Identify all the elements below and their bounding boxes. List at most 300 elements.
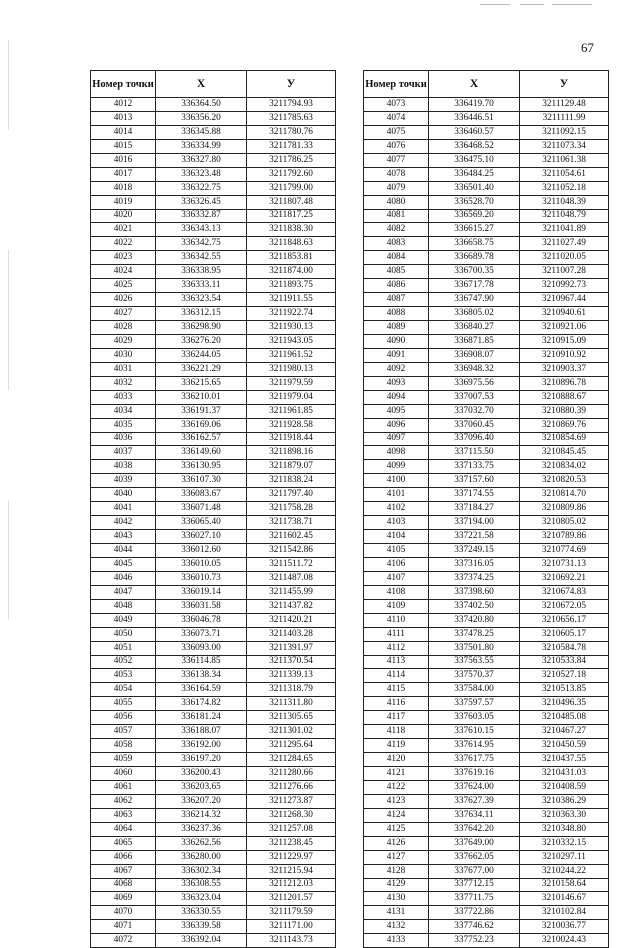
- point-number-cell: 4013: [91, 111, 156, 125]
- point-number-cell: 4086: [364, 279, 429, 293]
- table-row: [91, 181, 336, 195]
- table-row: [364, 251, 609, 265]
- point-number-cell: 4021: [91, 223, 156, 237]
- x-cell: 336615.27: [429, 223, 520, 237]
- x-cell: 336019.14: [156, 585, 247, 599]
- table-row: [364, 850, 609, 864]
- x-cell: 337115.50: [429, 446, 520, 460]
- y-cell: 3211339.13: [247, 669, 336, 683]
- point-number-cell: 4014: [91, 125, 156, 139]
- point-number-cell: 4024: [91, 265, 156, 279]
- table-row: [364, 627, 609, 641]
- x-cell: 336327.80: [156, 153, 247, 167]
- point-number-cell: 4070: [91, 906, 156, 920]
- table-row: [91, 878, 336, 892]
- table-header-row: [364, 71, 609, 98]
- x-cell: 337722.86: [429, 906, 520, 920]
- y-cell: 3210024.43: [520, 934, 609, 948]
- table-row: [364, 906, 609, 920]
- y-cell: 3211201.57: [247, 892, 336, 906]
- y-cell: 3211311.80: [247, 697, 336, 711]
- table-row: [91, 794, 336, 808]
- y-cell: 3211911.55: [247, 293, 336, 307]
- y-cell: 3211048.79: [520, 209, 609, 223]
- point-number-cell: 4095: [364, 404, 429, 418]
- x-cell: 336207.20: [156, 794, 247, 808]
- y-cell: 3210845.45: [520, 446, 609, 460]
- point-number-cell: 4124: [364, 808, 429, 822]
- point-number-cell: 4082: [364, 223, 429, 237]
- x-cell: 336010.73: [156, 571, 247, 585]
- point-number-cell: 4054: [91, 683, 156, 697]
- point-number-cell: 4052: [91, 655, 156, 669]
- x-cell: 336339.58: [156, 920, 247, 934]
- x-cell: 337614.95: [429, 739, 520, 753]
- x-cell: 337712.15: [429, 878, 520, 892]
- table-row: [91, 98, 336, 112]
- y-cell: 3211799.00: [247, 181, 336, 195]
- x-cell: 336071.48: [156, 502, 247, 516]
- table-row: [91, 265, 336, 279]
- point-number-cell: 4049: [91, 613, 156, 627]
- page-number: 67: [581, 40, 594, 55]
- point-number-cell: 4101: [364, 488, 429, 502]
- y-cell: 3210992.73: [520, 279, 609, 293]
- scan-margin-line: [8, 40, 9, 130]
- x-cell: 336446.51: [429, 111, 520, 125]
- y-cell: 3211212.03: [247, 878, 336, 892]
- point-number-cell: 4103: [364, 516, 429, 530]
- x-cell: 337627.39: [429, 794, 520, 808]
- table-row: [364, 446, 609, 460]
- y-cell: 3210967.44: [520, 293, 609, 307]
- table-row: [91, 655, 336, 669]
- table-row: [91, 641, 336, 655]
- point-number-cell: 4075: [364, 125, 429, 139]
- table-row: [91, 139, 336, 153]
- point-number-cell: 4088: [364, 307, 429, 321]
- x-cell: 336330.55: [156, 906, 247, 920]
- x-cell: 337316.05: [429, 557, 520, 571]
- y-cell: 3210672.05: [520, 599, 609, 613]
- y-cell: 3210437.55: [520, 753, 609, 767]
- y-cell: 3211542.86: [247, 544, 336, 558]
- table-row: [364, 571, 609, 585]
- x-cell: 337752.23: [429, 934, 520, 948]
- table-row: [364, 613, 609, 627]
- table-row: [364, 739, 609, 753]
- x-cell: 337746.62: [429, 920, 520, 934]
- y-cell: 3210888.67: [520, 390, 609, 404]
- point-number-cell: 4132: [364, 920, 429, 934]
- y-cell: 3210774.69: [520, 544, 609, 558]
- y-cell: 3211781.33: [247, 139, 336, 153]
- table-row: [91, 767, 336, 781]
- table-row: [364, 265, 609, 279]
- y-cell: 3211794.93: [247, 98, 336, 112]
- y-cell: 3210915.09: [520, 334, 609, 348]
- x-cell: 336214.32: [156, 808, 247, 822]
- table-row: [364, 460, 609, 474]
- point-number-cell: 4012: [91, 98, 156, 112]
- point-number-cell: 4131: [364, 906, 429, 920]
- table-row: [91, 683, 336, 697]
- x-cell: 336200.43: [156, 767, 247, 781]
- point-number-cell: 4051: [91, 641, 156, 655]
- table-row: [364, 794, 609, 808]
- x-cell: 337662.05: [429, 850, 520, 864]
- y-cell: 3211280.66: [247, 767, 336, 781]
- header-x: X: [156, 71, 247, 98]
- y-cell: 3210386.29: [520, 794, 609, 808]
- point-number-cell: 4130: [364, 892, 429, 906]
- header-point-number: Номер точки: [364, 71, 429, 98]
- x-cell: 336093.00: [156, 641, 247, 655]
- x-cell: 336484.25: [429, 167, 520, 181]
- y-cell: 3210869.76: [520, 418, 609, 432]
- y-cell: 3210820.53: [520, 474, 609, 488]
- x-cell: 337184.27: [429, 502, 520, 516]
- point-number-cell: 4117: [364, 711, 429, 725]
- y-cell: 3211785.63: [247, 111, 336, 125]
- x-cell: 336475.10: [429, 153, 520, 167]
- x-cell: 336342.55: [156, 251, 247, 265]
- x-cell: 336392.04: [156, 934, 247, 948]
- y-cell: 3211738.71: [247, 516, 336, 530]
- x-cell: 337634.11: [429, 808, 520, 822]
- x-cell: 336805.02: [429, 307, 520, 321]
- point-number-cell: 4112: [364, 641, 429, 655]
- table-row: [91, 321, 336, 335]
- point-number-cell: 4116: [364, 697, 429, 711]
- table-row: [91, 502, 336, 516]
- table-row: [91, 153, 336, 167]
- table-row: [91, 669, 336, 683]
- y-cell: 3210158.64: [520, 878, 609, 892]
- x-cell: 336345.88: [156, 125, 247, 139]
- table-row: [91, 599, 336, 613]
- point-number-cell: 4115: [364, 683, 429, 697]
- x-cell: 337478.25: [429, 627, 520, 641]
- y-cell: 3210408.59: [520, 780, 609, 794]
- point-number-cell: 4072: [91, 934, 156, 948]
- table-row: [364, 321, 609, 335]
- table-row: [364, 530, 609, 544]
- table-row: [364, 920, 609, 934]
- y-cell: 3211487.08: [247, 571, 336, 585]
- table-row: [364, 669, 609, 683]
- point-number-cell: 4036: [91, 432, 156, 446]
- point-number-cell: 4028: [91, 321, 156, 335]
- table-row: [91, 209, 336, 223]
- table-row: [91, 739, 336, 753]
- x-cell: 337032.70: [429, 404, 520, 418]
- y-cell: 3211511.72: [247, 557, 336, 571]
- y-cell: 3211143.73: [247, 934, 336, 948]
- y-cell: 3211455.99: [247, 585, 336, 599]
- point-number-cell: 4046: [91, 571, 156, 585]
- y-cell: 3210450.59: [520, 739, 609, 753]
- table-body-right: [364, 98, 609, 948]
- x-cell: 336138.34: [156, 669, 247, 683]
- y-cell: 3210789.86: [520, 530, 609, 544]
- y-cell: 3210814.70: [520, 488, 609, 502]
- table-header-row: [91, 71, 336, 98]
- table-row: [91, 474, 336, 488]
- y-cell: 3211284.65: [247, 753, 336, 767]
- scan-artifact-line: [480, 4, 510, 5]
- x-cell: 337420.80: [429, 613, 520, 627]
- table-row: [91, 613, 336, 627]
- y-cell: 3211073.34: [520, 139, 609, 153]
- table-row: [364, 934, 609, 948]
- y-cell: 3211061.38: [520, 153, 609, 167]
- table-row: [91, 334, 336, 348]
- point-number-cell: 4121: [364, 767, 429, 781]
- table-row: [364, 683, 609, 697]
- point-number-cell: 4074: [364, 111, 429, 125]
- x-cell: 336031.58: [156, 599, 247, 613]
- point-number-cell: 4118: [364, 725, 429, 739]
- table-row: [364, 209, 609, 223]
- y-cell: 3211853.81: [247, 251, 336, 265]
- table-row: [364, 376, 609, 390]
- point-number-cell: 4071: [91, 920, 156, 934]
- table-row: [91, 850, 336, 864]
- table-row: [91, 488, 336, 502]
- y-cell: 3210854.69: [520, 432, 609, 446]
- x-cell: 337060.45: [429, 418, 520, 432]
- x-cell: 336419.70: [429, 98, 520, 112]
- point-number-cell: 4123: [364, 794, 429, 808]
- point-number-cell: 4064: [91, 822, 156, 836]
- x-cell: 336312.15: [156, 307, 247, 321]
- y-cell: 3210584.78: [520, 641, 609, 655]
- x-cell: 336908.07: [429, 348, 520, 362]
- y-cell: 3210731.13: [520, 557, 609, 571]
- x-cell: 336333.11: [156, 279, 247, 293]
- table-row: [91, 376, 336, 390]
- y-cell: 3211792.60: [247, 167, 336, 181]
- table-row: [364, 181, 609, 195]
- point-number-cell: 4076: [364, 139, 429, 153]
- y-cell: 3210903.37: [520, 362, 609, 376]
- y-cell: 3211838.30: [247, 223, 336, 237]
- y-cell: 3211797.40: [247, 488, 336, 502]
- y-cell: 3210880.39: [520, 404, 609, 418]
- y-cell: 3210431.03: [520, 767, 609, 781]
- y-cell: 3211238.45: [247, 836, 336, 850]
- y-cell: 3211874.00: [247, 265, 336, 279]
- point-number-cell: 4015: [91, 139, 156, 153]
- point-number-cell: 4067: [91, 864, 156, 878]
- x-cell: 337570.37: [429, 669, 520, 683]
- point-number-cell: 4108: [364, 585, 429, 599]
- table-row: [91, 111, 336, 125]
- point-number-cell: 4078: [364, 167, 429, 181]
- table-body-left: [91, 98, 336, 948]
- x-cell: 337402.50: [429, 599, 520, 613]
- point-number-cell: 4065: [91, 836, 156, 850]
- x-cell: 337597.57: [429, 697, 520, 711]
- point-number-cell: 4018: [91, 181, 156, 195]
- y-cell: 3211268.30: [247, 808, 336, 822]
- header-x: X: [429, 71, 520, 98]
- table-row: [91, 418, 336, 432]
- table-row: [91, 808, 336, 822]
- table-row: [91, 544, 336, 558]
- point-number-cell: 4043: [91, 530, 156, 544]
- x-cell: 337603.05: [429, 711, 520, 725]
- point-number-cell: 4084: [364, 251, 429, 265]
- point-number-cell: 4107: [364, 571, 429, 585]
- table-row: [91, 307, 336, 321]
- point-number-cell: 4099: [364, 460, 429, 474]
- table-row: [364, 125, 609, 139]
- table-row: [91, 530, 336, 544]
- table-row: [91, 892, 336, 906]
- x-cell: 336188.07: [156, 725, 247, 739]
- point-number-cell: 4110: [364, 613, 429, 627]
- table-row: [364, 641, 609, 655]
- y-cell: 3211922.74: [247, 307, 336, 321]
- point-number-cell: 4055: [91, 697, 156, 711]
- point-number-cell: 4120: [364, 753, 429, 767]
- y-cell: 3211301.02: [247, 725, 336, 739]
- x-cell: 337174.55: [429, 488, 520, 502]
- x-cell: 336174.82: [156, 697, 247, 711]
- x-cell: 336280.00: [156, 850, 247, 864]
- x-cell: 336700.35: [429, 265, 520, 279]
- x-cell: 336114.85: [156, 655, 247, 669]
- point-number-cell: 4100: [364, 474, 429, 488]
- y-cell: 3210605.17: [520, 627, 609, 641]
- table-row: [364, 307, 609, 321]
- point-number-cell: 4089: [364, 321, 429, 335]
- point-number-cell: 4126: [364, 836, 429, 850]
- x-cell: 336356.20: [156, 111, 247, 125]
- scan-margin-line: [8, 250, 9, 390]
- x-cell: 336338.95: [156, 265, 247, 279]
- x-cell: 336332.87: [156, 209, 247, 223]
- x-cell: 336343.13: [156, 223, 247, 237]
- x-cell: 336364.50: [156, 98, 247, 112]
- coordinates-table-right: [363, 70, 609, 948]
- y-cell: 3211048.39: [520, 195, 609, 209]
- y-cell: 3210533.84: [520, 655, 609, 669]
- table-row: [91, 516, 336, 530]
- y-cell: 3211215.94: [247, 864, 336, 878]
- x-cell: 336262.56: [156, 836, 247, 850]
- table-row: [364, 348, 609, 362]
- table-row: [364, 334, 609, 348]
- table-row: [364, 390, 609, 404]
- table-row: [91, 571, 336, 585]
- x-cell: 337249.15: [429, 544, 520, 558]
- table-row: [364, 153, 609, 167]
- y-cell: 3211786.25: [247, 153, 336, 167]
- table-row: [91, 167, 336, 181]
- x-cell: 337501.80: [429, 641, 520, 655]
- y-cell: 3211041.89: [520, 223, 609, 237]
- point-number-cell: 4059: [91, 753, 156, 767]
- y-cell: 3211848.63: [247, 237, 336, 251]
- point-number-cell: 4053: [91, 669, 156, 683]
- x-cell: 336221.29: [156, 362, 247, 376]
- x-cell: 336326.45: [156, 195, 247, 209]
- y-cell: 3210244.22: [520, 864, 609, 878]
- table-row: [364, 711, 609, 725]
- x-cell: 336501.40: [429, 181, 520, 195]
- x-cell: 336203.65: [156, 780, 247, 794]
- x-cell: 336323.54: [156, 293, 247, 307]
- x-cell: 336322.75: [156, 181, 247, 195]
- x-cell: 336162.57: [156, 432, 247, 446]
- table-row: [364, 697, 609, 711]
- point-number-cell: 4105: [364, 544, 429, 558]
- x-cell: 336130.95: [156, 460, 247, 474]
- y-cell: 3211179.59: [247, 906, 336, 920]
- table-row: [364, 864, 609, 878]
- table-row: [364, 404, 609, 418]
- table-row: [91, 125, 336, 139]
- point-number-cell: 4069: [91, 892, 156, 906]
- y-cell: 3211111.99: [520, 111, 609, 125]
- point-number-cell: 4040: [91, 488, 156, 502]
- y-cell: 3211943.05: [247, 334, 336, 348]
- table-row: [91, 585, 336, 599]
- point-number-cell: 4104: [364, 530, 429, 544]
- y-cell: 3210348.80: [520, 822, 609, 836]
- scan-artifact-line: [520, 4, 544, 5]
- y-cell: 3211961.52: [247, 348, 336, 362]
- point-number-cell: 4022: [91, 237, 156, 251]
- point-number-cell: 4057: [91, 725, 156, 739]
- x-cell: 336169.06: [156, 418, 247, 432]
- point-number-cell: 4023: [91, 251, 156, 265]
- x-cell: 336840.27: [429, 321, 520, 335]
- point-number-cell: 4020: [91, 209, 156, 223]
- point-number-cell: 4098: [364, 446, 429, 460]
- table-row: [364, 767, 609, 781]
- point-number-cell: 4122: [364, 780, 429, 794]
- table-row: [364, 279, 609, 293]
- y-cell: 3211054.61: [520, 167, 609, 181]
- x-cell: 336181.24: [156, 711, 247, 725]
- x-cell: 336276.20: [156, 334, 247, 348]
- x-cell: 337563.55: [429, 655, 520, 669]
- y-cell: 3211979.04: [247, 390, 336, 404]
- y-cell: 3210656.17: [520, 613, 609, 627]
- x-cell: 337374.25: [429, 571, 520, 585]
- point-number-cell: 4128: [364, 864, 429, 878]
- x-cell: 337624.00: [429, 780, 520, 794]
- x-cell: 336298.90: [156, 321, 247, 335]
- y-cell: 3211403.28: [247, 627, 336, 641]
- x-cell: 337133.75: [429, 460, 520, 474]
- point-number-cell: 4133: [364, 934, 429, 948]
- table-row: [364, 892, 609, 906]
- y-cell: 3211879.07: [247, 460, 336, 474]
- x-cell: 337398.60: [429, 585, 520, 599]
- table-row: [91, 697, 336, 711]
- point-number-cell: 4111: [364, 627, 429, 641]
- point-number-cell: 4091: [364, 348, 429, 362]
- table-row: [364, 557, 609, 571]
- x-cell: 337221.58: [429, 530, 520, 544]
- y-cell: 3211171.00: [247, 920, 336, 934]
- point-number-cell: 4041: [91, 502, 156, 516]
